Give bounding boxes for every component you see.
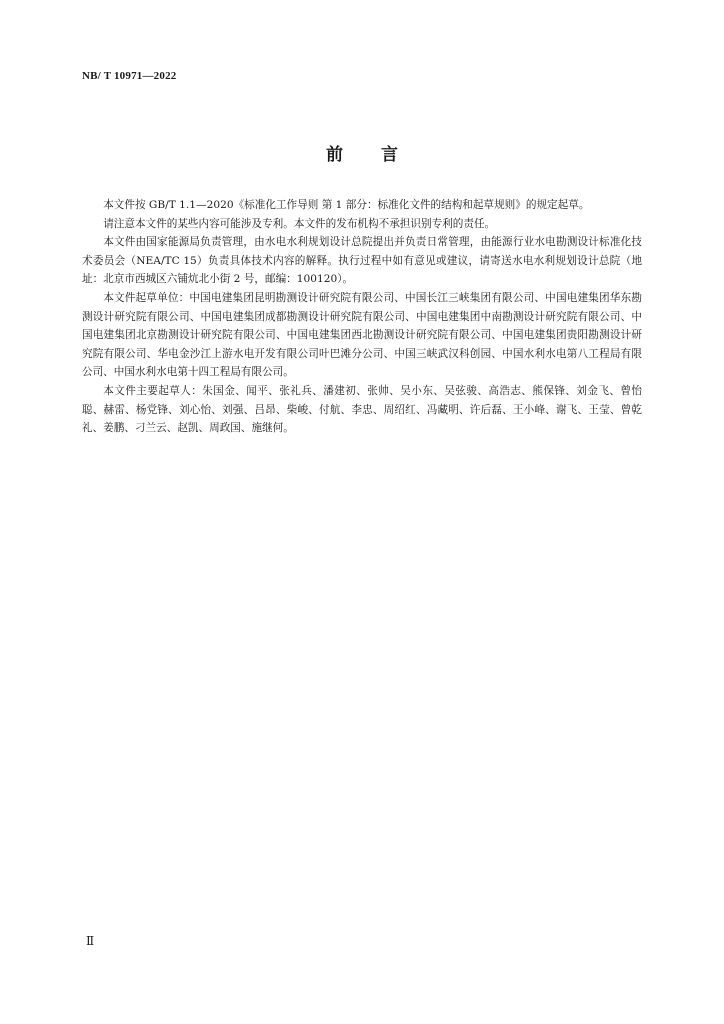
paragraph-drafting-rules: 本文件按 GB/T 1.1—2020《标准化工作导则 第 1 部分：标准化文件的结构和起草规则》的规定起草。 [103, 199, 590, 211]
standard-code: NB/ T 10971—2022 [82, 70, 177, 82]
paragraph-patent-notice: 请注意本文件的某些内容可能涉及专利。本文件的发布机构不承担识别专利的责任。 [103, 217, 496, 230]
paragraph-main-drafters: 本文件主要起草人：朱国金、闻平、张礼兵、潘建初、张帅、吴小东、吴弦骏、高浩志、熊保锋、刘金飞、曾怡聪、赫雷、杨党锋、刘心怡、刘强、吕昂、柴峻、付航、李忠、周绍红、冯藏明、许后磊、王小峰、谢飞、王莹、曾乾礼、姜鹏、刁兰云、赵凯、周政国、施继何。 [82, 384, 642, 435]
section-title: 前言 [326, 145, 436, 165]
document-body [82, 196, 642, 438]
page-number: Ⅱ [86, 934, 95, 948]
paragraph-drafting-units: 本文件起草单位：中国电建集团昆明勘测设计研究院有限公司、中国长江三峡集团有限公司、中国电建集团华东勘测设计研究院有限公司、中国电建集团成都勘测设计研究院有限公司、中国电建集团中南勘测设计研究院有限公司、中国电建集团北京勘测设计研究院有限公司、中国电建集团西北勘测设计研究院有限公司、中国电建集团贵阳勘测设计研究院有限公司、华电金沙江上游水电开发有限公司叶巴滩分公司、中国三峡武汉科创园、中国水利水电第八工程局有限公司、中国水利水电第十四工程局有限公司。 [82, 291, 642, 379]
paragraph-management: 本文件由国家能源局负责管理，由水电水利规划设计总院提出并负责日常管理，由能源行业水电勘测设计标准化技术委员会（NEA/TC 15）负责具体技术内容的解释。执行过程中如有意见或建议，请寄送水电水利规划设计总院（地址：北京市西城区六铺炕北小街 2 号，邮编：100120）。 [82, 236, 642, 286]
